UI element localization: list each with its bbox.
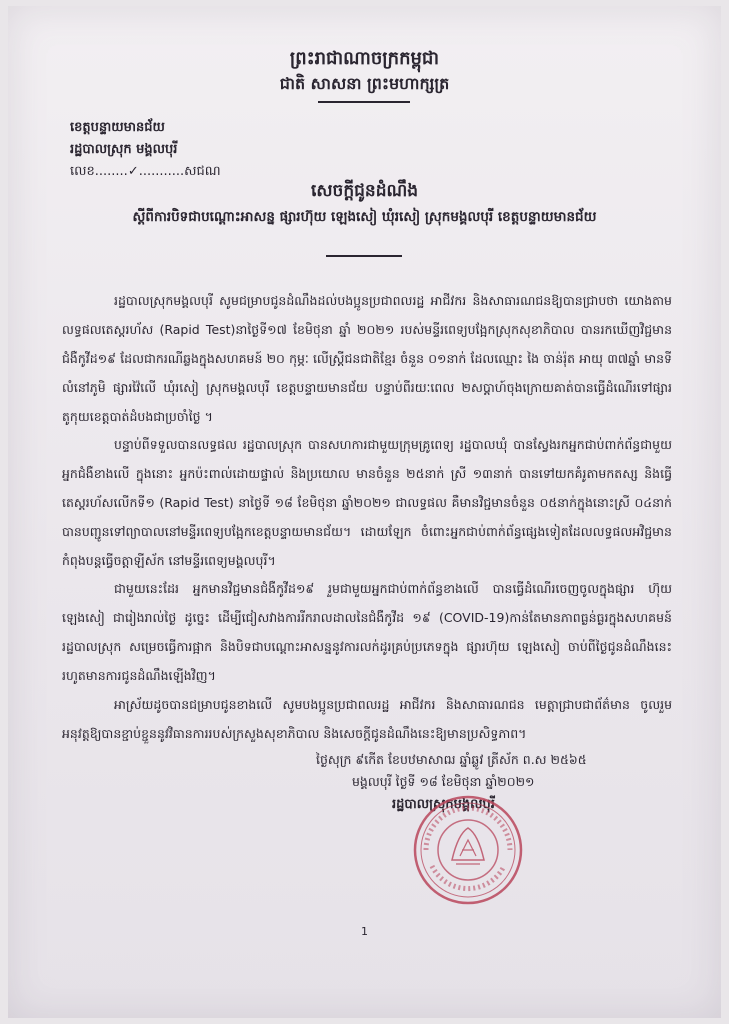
motto-heading: ជាតិ សាសនា ព្រះមហាក្សត្រ — [279, 74, 450, 93]
lunar-date: ថ្ងៃសុក្រ ៩កើត ខែបឋមាសាឍ ឆ្នាំឆ្លូវ ត្រីស័ក ព.ស ២៥៦៥ — [316, 752, 587, 767]
header-divider — [318, 101, 410, 103]
district-admin-name: រដ្ឋបាលស្រុក មង្គលបុរី — [70, 142, 178, 157]
document-subject: ស្តីពីការបិទជាបណ្តោះអាសន្ន ផ្សារហ៊ុយ ឡេងសៀ ឃុំរសៀ ស្រុកមង្គលបុរី ខេត្តបន្ទាយមានជ័យ — [132, 209, 597, 225]
body-paragraph: អាស្រ័យដូចបានជម្រាបជូនខាងលើ សូមបងប្អូនប្រជាពលរដ្ឋ អាជីវករ និងសាធារណជន មេត្តាជ្រាបជាព័ត៌មាន ចូលរួមអនុវត្តឱ្យបានខ្ជាប់ខ្ជួននូវវិធានការរបស់ក្រសួងសុខាភិបាល និងសេចក្តីជូនដំណឹងនេះឱ្យមានប្រសិទ្ធភាព។ — [62, 697, 672, 741]
document-title: សេចក្តីជូនដំណឹង — [310, 181, 419, 201]
body-paragraph: ជាមួយនេះដែរ អ្នកមានវិជ្ជមានជំងឺកូវីដ១៩ រួមជាមួយអ្នកជាប់ពាក់ព័ន្ធខាងលើ បានធ្វើដំណើរចេញចូលក្នុងផ្សារ ហ៊ុយ ឡេងសៀ ជារៀងរាល់ថ្ងៃ ដូច្នេះ ដើម្បីជៀសវាងការរីករាលដាលនៃជំងឺកូវីដ ១៩ (COVID-19)កាន់តែមានភាពធ្ងន់ធ្ងរក្នុងសហគមន៍ រដ្ឋបាលស្រុក សម្រេចធ្វើការផ្អាក និងបិទជាបណ្តោះអាសន្ននូវការលក់ដូរគ្រប់ប្រភេទក្នុង ផ្សារហ៊ុយ ឡេងសៀ ចាប់ពីថ្ងៃជូនដំណឹងនេះ រហូតមានការជូនដំណឹងឡើងវិញ។ — [62, 581, 672, 683]
solar-date: មង្គលបុរី ថ្ងៃទី ១៨ ខែមិថុនា ឆ្នាំ២០២១ — [352, 774, 535, 789]
page-number: 1 — [361, 925, 368, 938]
subject-divider — [326, 255, 402, 257]
official-seal — [412, 794, 524, 906]
reference-number: លេខ........✓...........សជណ — [70, 164, 221, 179]
kingdom-heading: ព្រះរាជាណាចក្រកម្ពុជា — [289, 48, 440, 69]
province-name: ខេត្តបន្ទាយមានជ័យ — [70, 120, 165, 135]
body-paragraph: បន្ទាប់ពីទទួលបានលទ្ធផល រដ្ឋបាលស្រុក បានសហការជាមួយក្រុមគ្រូពេទ្យ រដ្ឋបាលឃុំ បានស្វែងរកអ្នកជាប់ពាក់ព័ន្ធជាមួយអ្នកជំងឺខាងលើ ក្នុងនោះ អ្នកប៉ះពាល់ដោយផ្ទាល់ និងប្រយោល មានចំនួន ២៥នាក់ ស្រី ១៣នាក់ បានទៅយកគំរូតាមកតស្ស និងធ្វើតេស្តរហ័សលើកទី១ (Rapid Test) នាថ្ងៃទី ១៨ ខែមិថុនា ឆ្នាំ២០២១ ជាលទ្ធផល គឺមានវិជ្ជមានចំនួន ០៥នាក់ក្នុងនោះស្រី ០៤នាក់ បានបញ្ជូនទៅព្យាបាលនៅមន្ទីរពេទ្យបង្អែកខេត្តបន្ទាយមានជ័យ។ ដោយឡែក ចំពោះអ្នកជាប់ពាក់ព័ន្ធផ្សេងទៀតដែលលទ្ធផលអវិជ្ជមាន កំពុងបន្តធ្វើចត្តាឡីស័ក នៅមន្ទីរពេទ្យមង្គលបុរី។ — [62, 437, 672, 568]
signatory: រដ្ឋបាលស្រុកមង្គលបុរី — [392, 797, 495, 812]
body-paragraph: រដ្ឋបាលស្រុកមង្គលបុរី សូមជម្រាបជូនដំណឹងដល់បងប្អូនប្រជាពលរដ្ឋ អាជីវករ និងសាធារណជនឱ្យបានជ្រាបថា យោងតាមលទ្ធផលតេស្តរហ័ស (Rapid Test)នាថ្ងៃទី១៧ ខែមិថុនា ឆ្នាំ ២០២១ របស់មន្ទីរពេទ្យបង្អែកស្រុកសុខាភិបាល បានរកឃើញវិជ្ជមានជំងឺកូវីដ១៩ ដែលជាករណីឆ្លងក្នុងសហគមន៍ ២០ កុម្ភៈ លើស្ត្រីជនជាតិខ្មែរ ចំនួន ០១នាក់ ដែលឈ្មោះ ងៃ ចាន់រ៉ុត អាយុ ៣៧ឆ្នាំ មានទីលំនៅភូមិ ផ្សារវ៉ៃលើ ឃុំរសៀ ស្រុកមង្គលបុរី ខេត្តបន្ទាយមានជ័យ បន្ទាប់ពីរយៈពេល ២សប្តាហ៍ចុងក្រោយគាត់បានធ្វើដំណើរទៅផ្សារ តូកុយខេត្តបាត់ដំបងជាប្រចាំថ្ងៃ ។ — [62, 293, 672, 424]
